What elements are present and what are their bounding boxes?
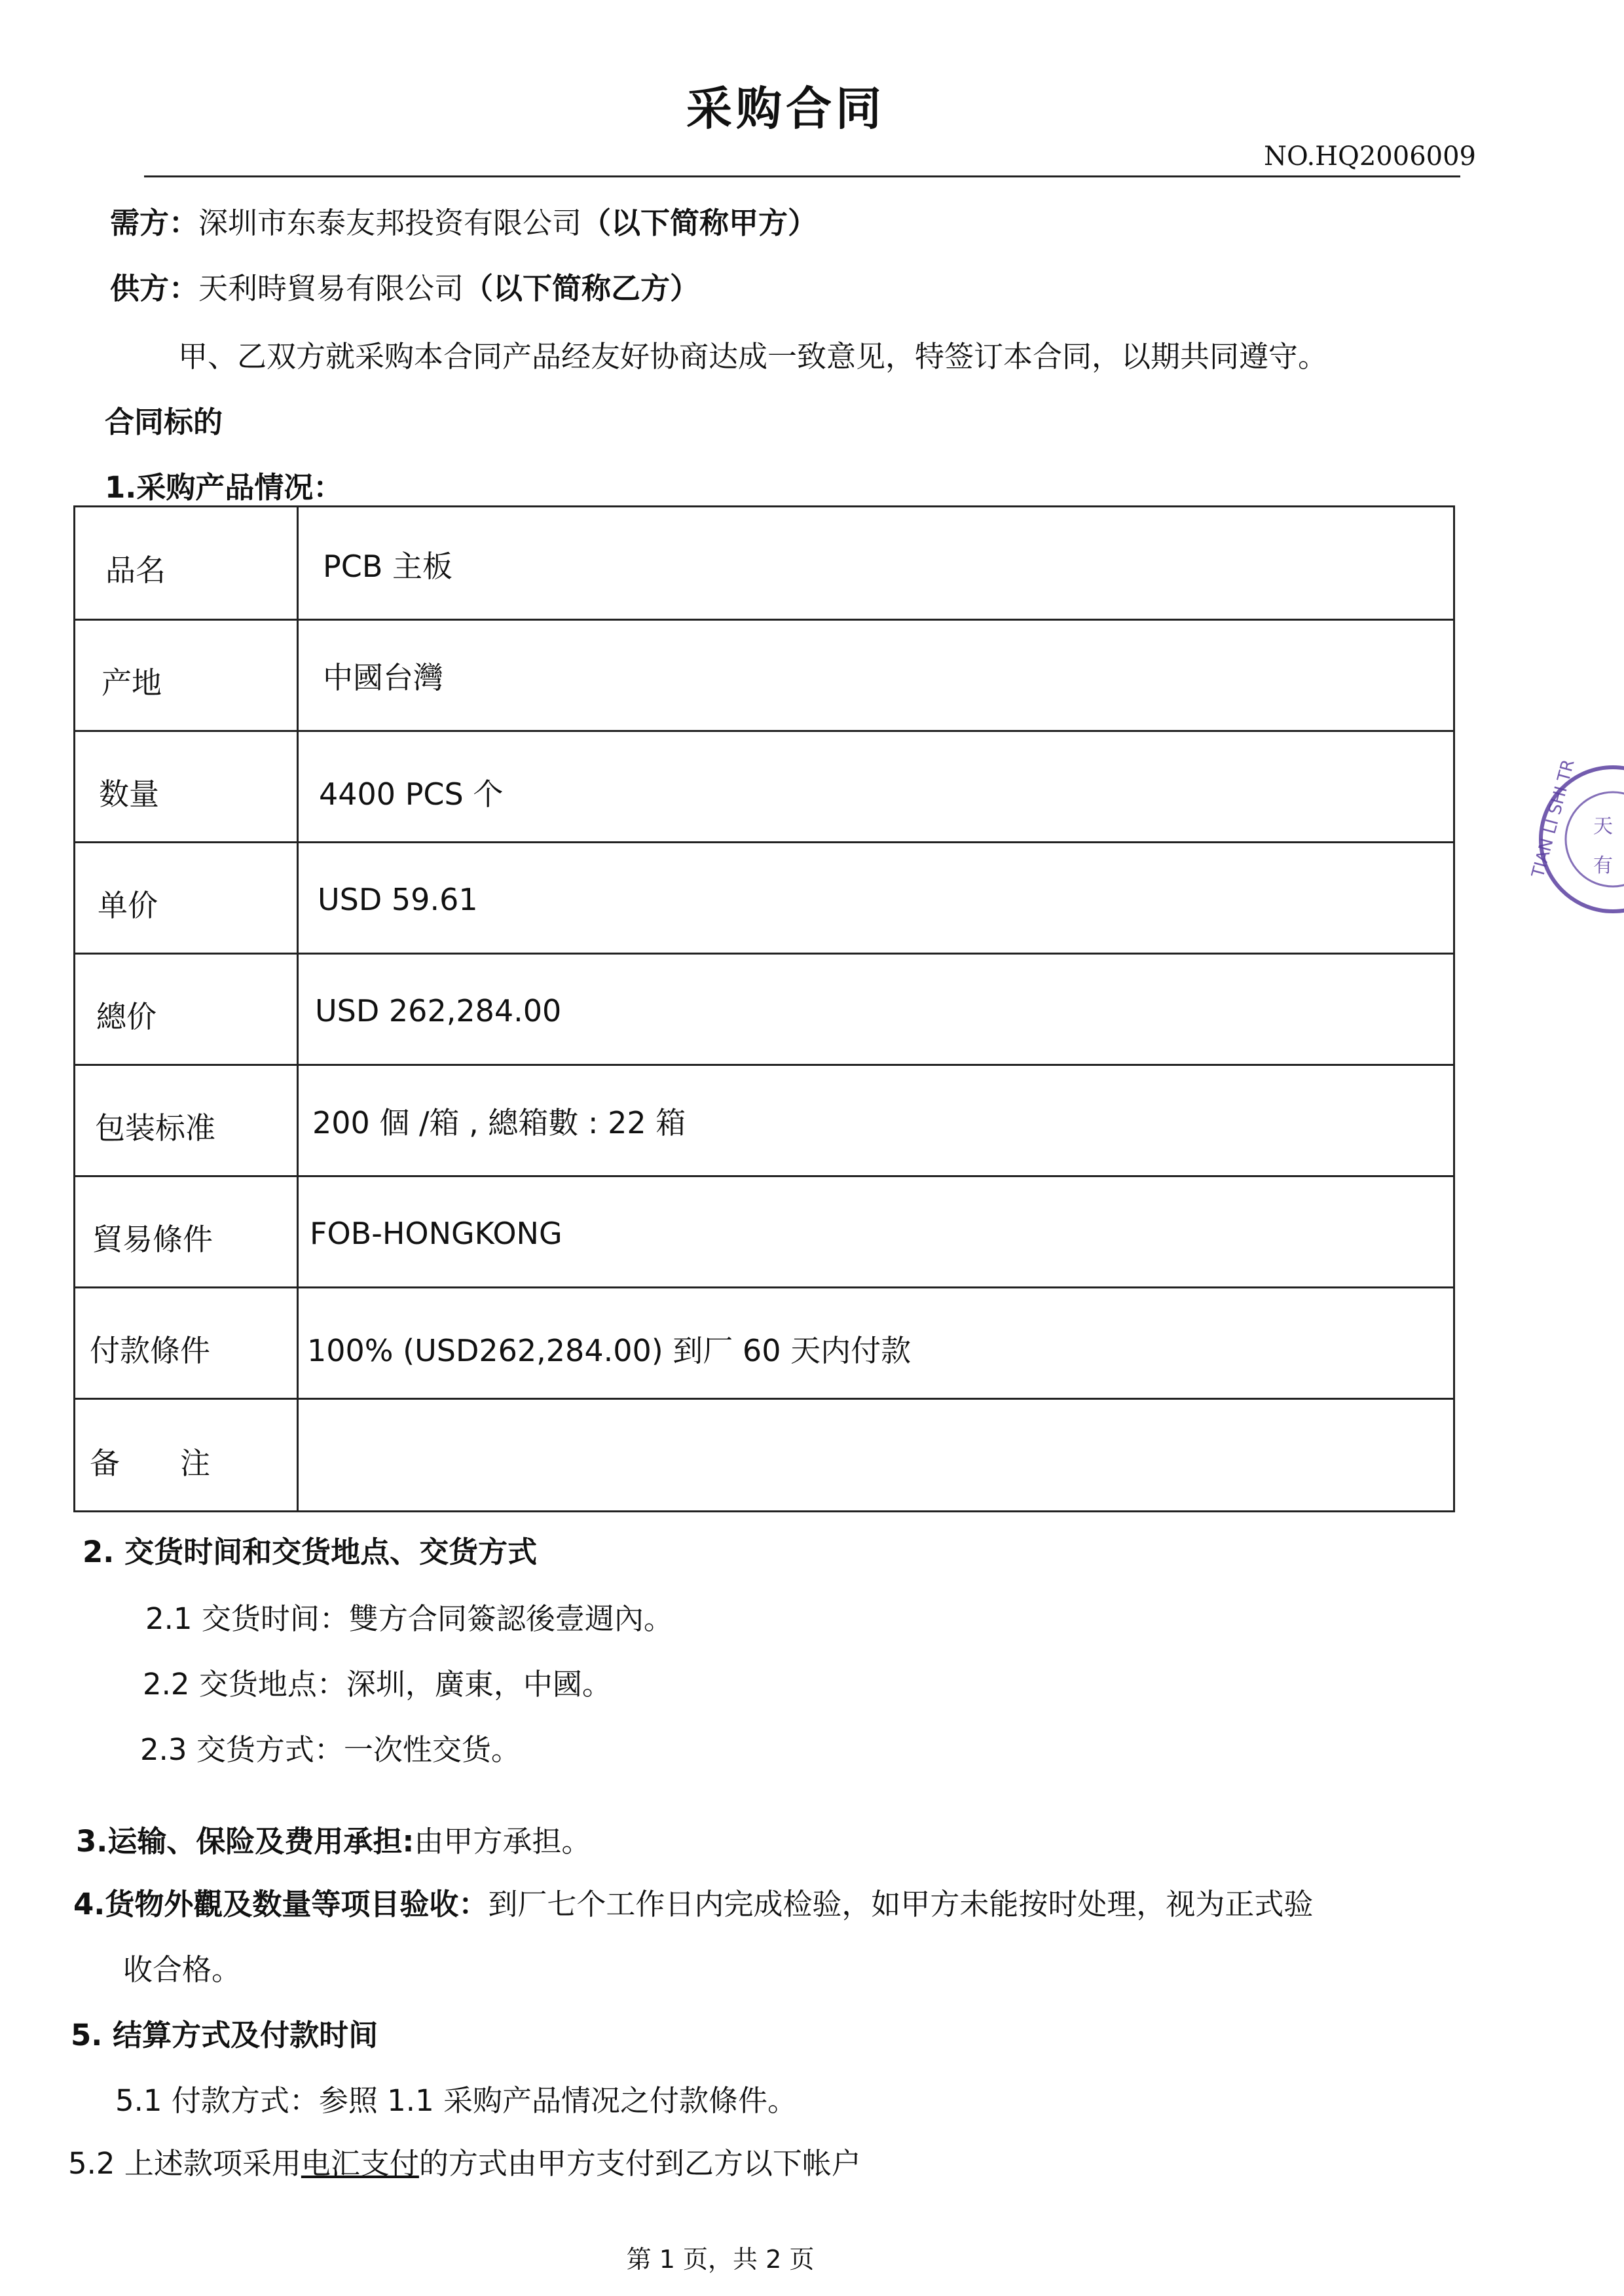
seller-name: 天利時貿易有限公司 — [198, 271, 464, 306]
svg-text:有: 有 — [1593, 854, 1613, 877]
section4-continuation: 收合格。 — [123, 1952, 242, 1987]
subject-heading: 合同标的 — [105, 405, 223, 439]
table-row-label: 备 注 — [90, 1446, 210, 1481]
company-seal — [1531, 761, 1624, 918]
table-row-divider — [75, 619, 1453, 621]
contract-number: NO.HQ2006009 — [1264, 141, 1476, 172]
svg-text:TIAN LI SHI TR: TIAN LI SHI TR — [1531, 761, 1579, 880]
table-row-label: 總价 — [96, 999, 157, 1034]
document-title: 采购合同 — [686, 81, 885, 136]
section1-heading: 1.采购产品情况： — [105, 470, 343, 505]
table-row-label: 包装标准 — [95, 1110, 215, 1146]
table-row-divider — [75, 953, 1453, 955]
header-rule — [144, 175, 1460, 177]
section5-2-suffix: 的方式由甲方支付到乙方以下帐户 — [418, 2146, 861, 2181]
buyer-line — [110, 199, 817, 242]
table-row-value: 4400 PCS 个 — [319, 776, 504, 812]
section3-line — [76, 1817, 591, 1860]
section5-2-payment-method: 电汇支付 — [301, 2146, 419, 2181]
section4-text: 到厂七个工作日内完成检验，如甲方未能按时处理，视为正式验 — [488, 1887, 1314, 1922]
buyer-label: 需方： — [110, 206, 199, 240]
section2-item: 2.3 交货方式：一次性交货。 — [140, 1732, 521, 1767]
section5-1: 5.1 付款方式：参照 1.1 采购产品情况之付款條件。 — [115, 2083, 798, 2118]
table-row-divider — [75, 1175, 1453, 1177]
product-table — [73, 505, 1455, 1512]
table-row-value: USD 59.61 — [318, 882, 478, 917]
table-row-value: 200 個 /箱 , 總箱數 : 22 箱 — [312, 1105, 686, 1140]
intro-paragraph: 甲、乙双方就采购本合同产品经友好协商达成一致意见，特签订本合同，以期共同遵守。 — [178, 339, 1328, 374]
table-row-value: PCB 主板 — [323, 549, 453, 584]
table-row-value: FOB-HONGKONG — [310, 1216, 563, 1251]
seller-label: 供方： — [110, 271, 199, 306]
seller-line — [110, 264, 699, 307]
section2-heading: 2. 交货时间和交货地点、交货方式 — [83, 1535, 538, 1569]
svg-text:天: 天 — [1593, 815, 1613, 838]
table-row-divider — [75, 1064, 1453, 1066]
table-row-divider — [75, 1286, 1453, 1288]
table-row-label: 数量 — [99, 776, 159, 812]
table-row-label: 产地 — [101, 665, 162, 701]
section2-item: 2.2 交货地点：深圳，廣東，中國。 — [143, 1667, 612, 1702]
section4-heading: 4.货物外觀及数量等项目验收： — [73, 1887, 489, 1922]
seller-abbr: （以下简称乙方） — [464, 271, 700, 306]
table-row-divider — [75, 730, 1453, 732]
section5-heading: 5. 结算方式及付款时间 — [71, 2018, 378, 2052]
table-row-label: 貿易條件 — [92, 1222, 213, 1257]
section5-2-prefix: 5.2 上述款项采用 — [68, 2146, 301, 2181]
section3-heading: 3.运输、保险及费用承担: — [76, 1824, 415, 1859]
table-row-value: USD 262,284.00 — [315, 993, 562, 1029]
table-row-value: 中國台灣 — [323, 660, 443, 695]
page-footer: 第 1 页，共 2 页 — [626, 2245, 815, 2274]
table-row-value: 100% (USD262,284.00) 到厂 60 天内付款 — [307, 1333, 912, 1368]
section5-2 — [68, 2140, 861, 2182]
table-row-label: 付款條件 — [90, 1333, 210, 1368]
section2-item: 2.1 交货时间：雙方合同簽認後壹週內。 — [145, 1601, 673, 1636]
section3-text: 由甲方承担。 — [414, 1824, 591, 1859]
table-row-label: 单价 — [98, 888, 158, 923]
buyer-abbr: （以下简称甲方） — [581, 206, 818, 240]
table-row-label: 品名 — [105, 553, 166, 588]
table-column-divider — [297, 507, 299, 1510]
buyer-name: 深圳市东泰友邦投资有限公司 — [198, 206, 582, 240]
section4-line — [73, 1880, 1313, 1923]
table-row-divider — [75, 841, 1453, 843]
table-row-divider — [75, 1398, 1453, 1400]
